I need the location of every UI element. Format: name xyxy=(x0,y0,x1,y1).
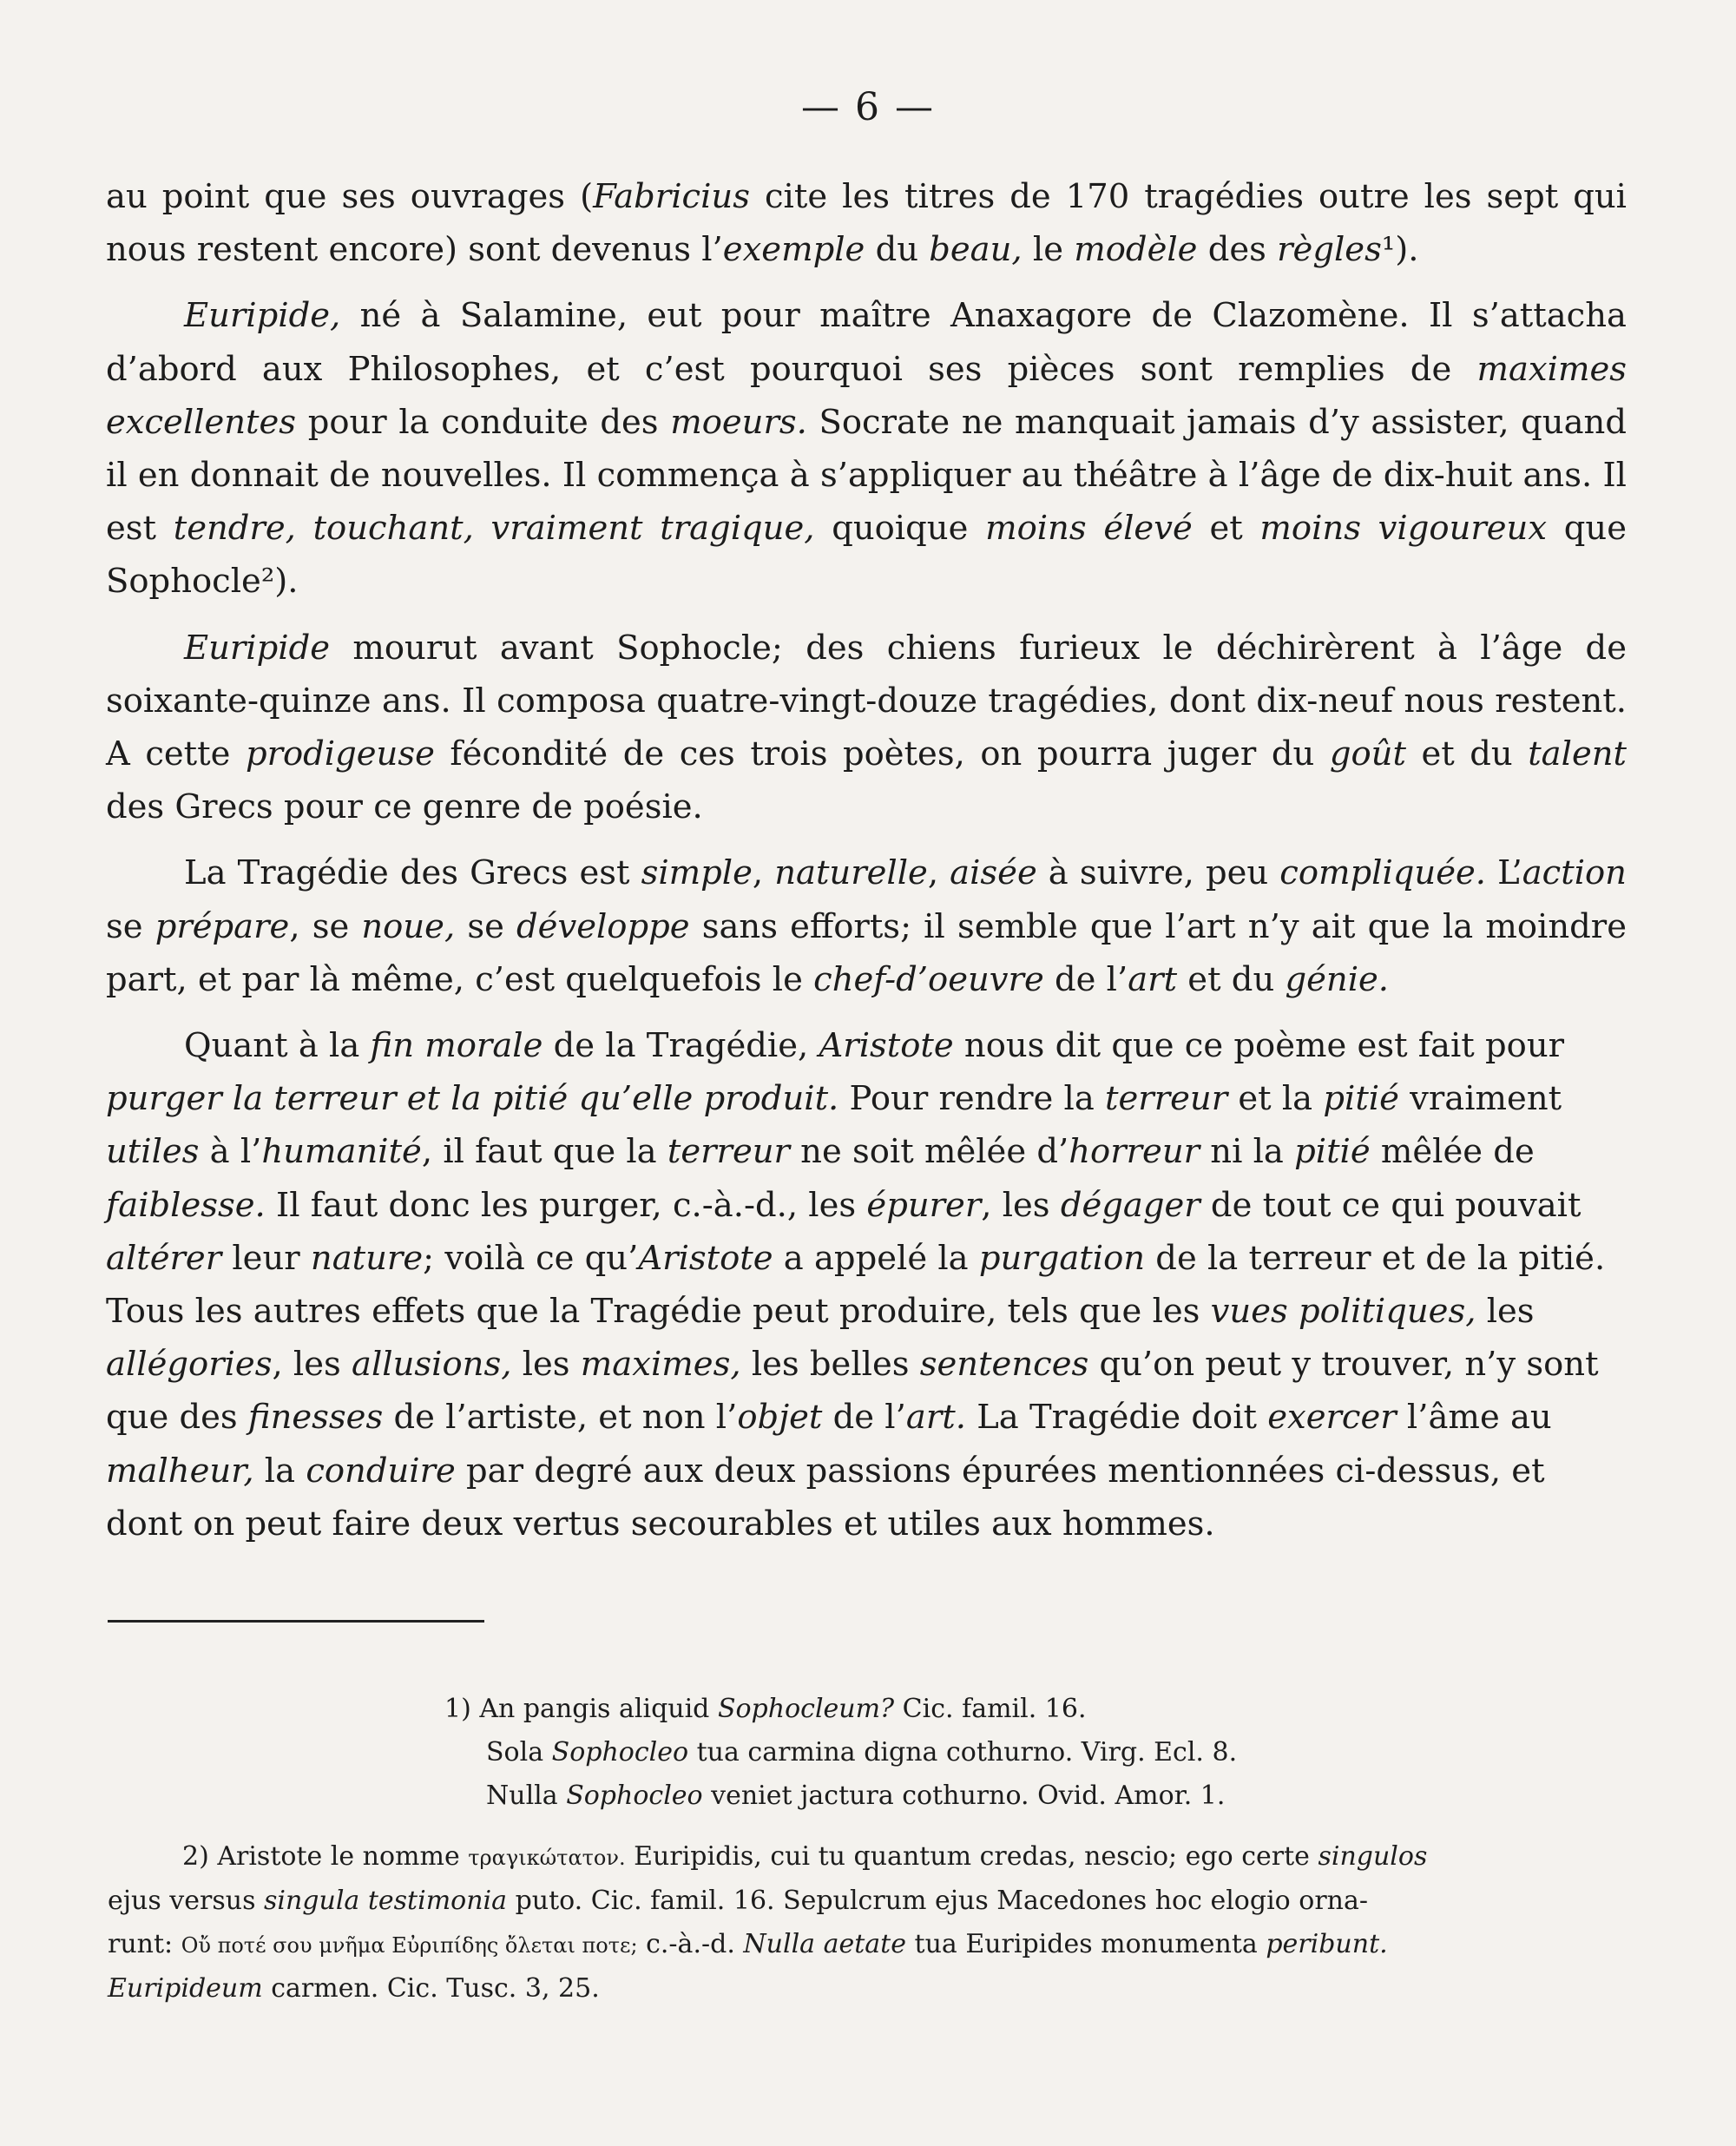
text-run: ni la xyxy=(1200,1132,1295,1172)
text-run: nous dit que ce poème est fait pour xyxy=(953,1026,1565,1066)
text-run: Pour rendre la xyxy=(838,1079,1106,1119)
italic-text: nature xyxy=(310,1238,424,1278)
text-run: , xyxy=(927,853,950,893)
text-run: veniet jactura cothurno. Ovid. Amor. 1. xyxy=(702,1781,1226,1811)
text-run: L’ xyxy=(1486,853,1522,893)
paragraph xyxy=(106,289,1627,608)
text-run: sans efforts; il semble que l’art n’y ait que la moindre part, et par là même, c’est quelquefois le xyxy=(106,906,1627,999)
text-run: le xyxy=(1022,230,1075,270)
italic-text: Fabricius xyxy=(593,177,750,216)
text-run: c.-à.-d. xyxy=(637,1929,744,1959)
italic-text: goût xyxy=(1329,734,1406,774)
italic-text: allusions, xyxy=(352,1345,512,1385)
text-run: , il faut que la xyxy=(421,1132,667,1172)
italic-text: pitié xyxy=(1294,1132,1371,1172)
footnote-line xyxy=(444,1774,1237,1818)
text-run: cite les titres de 170 tragédies outre les sept qui nous restent encore) sont devenus l’ xyxy=(106,177,1627,270)
italic-text: horreur xyxy=(1069,1132,1200,1172)
italic-text: sentences xyxy=(919,1345,1089,1385)
italic-text: pitié xyxy=(1323,1079,1399,1119)
text-run: de l’ xyxy=(1043,959,1128,999)
italic-text: moins élevé xyxy=(985,509,1193,549)
italic-text: Aristote xyxy=(638,1238,773,1278)
italic-text: exercer xyxy=(1267,1398,1397,1438)
text-run: mêlée de xyxy=(1370,1132,1535,1172)
page-number: — 6 — xyxy=(801,85,935,129)
body-text xyxy=(106,170,1627,1563)
text-run: que Sophocle²). xyxy=(106,509,1627,602)
text-run: , les xyxy=(981,1185,1061,1225)
text-run: qu’on peut y trouver, n’y sont que des xyxy=(106,1345,1599,1438)
text-run: du xyxy=(865,230,930,270)
paragraph xyxy=(106,1019,1627,1550)
italic-text: épurer xyxy=(866,1185,982,1225)
text-run: ne soit mêlée d’ xyxy=(789,1132,1069,1172)
greek-text: Οὔ ποτέ σου μνῆμα Εὐριπίδης ὄλεται ποτε; xyxy=(181,1933,638,1958)
italic-text: malheur, xyxy=(106,1451,254,1491)
text-run: de l’ xyxy=(822,1398,906,1438)
text-run: de tout ce qui pouvait xyxy=(1200,1185,1581,1225)
italic-text: dégager xyxy=(1060,1185,1200,1225)
italic-text: terreur xyxy=(1105,1079,1228,1119)
footnote-line xyxy=(444,1688,1237,1731)
italic-text: talent xyxy=(1528,734,1627,774)
italic-text: compliquée. xyxy=(1279,853,1487,893)
italic-text: moins vigoureux xyxy=(1259,509,1548,549)
footnote-line xyxy=(444,1731,1237,1774)
footnote-line xyxy=(108,1923,1627,1967)
italic-text: art xyxy=(1128,959,1178,999)
italic-text: simple xyxy=(641,853,753,893)
text-run: tua carmina digna cothurno. Virg. Ecl. 8. xyxy=(688,1737,1238,1767)
text-run: et du xyxy=(1177,959,1286,999)
text-run: à suivre, peu xyxy=(1036,853,1280,893)
italic-text: singulos xyxy=(1318,1841,1428,1872)
italic-text: fin morale xyxy=(370,1026,543,1066)
text-run: Quant à la xyxy=(184,1026,371,1066)
text-run: tua Euripides monumenta xyxy=(905,1929,1266,1959)
text-run: et du xyxy=(1405,734,1529,774)
text-run: a appelé la xyxy=(773,1238,979,1278)
text-run: 1) An pangis aliquid xyxy=(444,1694,718,1724)
text-run: et xyxy=(1192,509,1260,549)
text-run: , les xyxy=(272,1345,352,1385)
italic-text: Euripideum xyxy=(108,1973,263,2004)
text-run: et la xyxy=(1227,1079,1324,1119)
italic-text: allégories xyxy=(106,1345,273,1385)
text-run: puto. Cic. famil. 16. Sepulcrum ejus Macedones hoc elogio orna- xyxy=(507,1886,1369,1916)
italic-text: Nulla aetate xyxy=(743,1929,906,1959)
italic-text: développe xyxy=(516,906,690,946)
footnote-2 xyxy=(108,1835,1627,2011)
text-run: runt: xyxy=(108,1929,181,1959)
italic-text: génie. xyxy=(1285,959,1390,999)
text-run: au point que ses ouvrages ( xyxy=(106,177,594,216)
text-run: Cic. famil. 16. xyxy=(894,1694,1087,1724)
text-run: les belles xyxy=(740,1345,920,1385)
italic-text: chef-d’oeuvre xyxy=(813,959,1044,999)
text-run: par degré aux deux passions épurées mentionnées ci-dessus, et dont on peut faire deux vertus secourables et utiles aux hommes. xyxy=(106,1451,1545,1544)
greek-text: τραγικώτατον. xyxy=(468,1846,626,1870)
footnote-line xyxy=(108,1835,1627,1879)
text-run: quoique xyxy=(814,509,986,549)
text-run: ; voilà ce qu’ xyxy=(423,1238,639,1278)
italic-text: humanité xyxy=(261,1132,422,1172)
italic-text: tendre, touchant, vraiment tragique, xyxy=(173,509,815,549)
text-run: 2) Aristote le nomme xyxy=(182,1841,469,1872)
text-run: Nulla xyxy=(486,1781,567,1811)
italic-text: règles xyxy=(1277,230,1382,270)
italic-text: singula testimonia xyxy=(264,1886,508,1916)
italic-text: Euripide xyxy=(184,628,331,668)
italic-text: utiles xyxy=(106,1132,200,1172)
italic-text: exemple xyxy=(722,230,865,270)
text-run: de la terreur et de la pitié. Tous les autres effets que la Tragédie peut produire, tels que les xyxy=(106,1238,1606,1332)
text-run: l’âme au xyxy=(1396,1398,1552,1438)
italic-text: Sophocleo xyxy=(551,1737,689,1767)
text-run: Sola xyxy=(486,1737,552,1767)
text-run: ¹). xyxy=(1381,230,1419,270)
text-run: de la Tragédie, xyxy=(542,1026,819,1066)
italic-text: beau, xyxy=(929,230,1023,270)
italic-text: conduire xyxy=(306,1451,456,1491)
paragraph xyxy=(106,170,1627,276)
text-run: les xyxy=(1476,1292,1535,1332)
text-run: des Grecs pour ce genre de poésie. xyxy=(106,787,703,827)
text-run: pour la conduite des xyxy=(296,402,671,442)
italic-text: objet xyxy=(737,1398,823,1438)
italic-text: naturelle xyxy=(774,853,928,893)
text-run: des xyxy=(1197,230,1278,270)
italic-text: altérer xyxy=(106,1238,222,1278)
text-run: mourut avant Sophocle; des chiens furieux le déchirèrent à l’âge de soixante-quinze ans. Il composa quatre-vingt-douze tragédies, dont dix-neuf nous restent. A cette xyxy=(106,628,1627,774)
text-run: à l’ xyxy=(199,1132,262,1172)
paragraph xyxy=(106,622,1627,834)
text-run: les xyxy=(511,1345,581,1385)
italic-text: art. xyxy=(905,1398,966,1438)
italic-text: Sophocleum? xyxy=(717,1694,895,1724)
italic-text: maximes, xyxy=(580,1345,741,1385)
italic-text: prépare xyxy=(155,906,290,946)
text-run: leur xyxy=(221,1238,311,1278)
text-run: la xyxy=(253,1451,306,1491)
italic-text: prodigeuse xyxy=(245,734,435,774)
text-run: fécondité de ces trois poètes, on pourra juger du xyxy=(434,734,1330,774)
italic-text: peribunt. xyxy=(1266,1929,1388,1959)
paragraph xyxy=(106,846,1627,1006)
text-run: se xyxy=(106,906,155,946)
text-run: La Tragédie doit xyxy=(965,1398,1268,1438)
italic-text: noue, xyxy=(361,906,456,946)
italic-text: purger la terreur et la pitié qu’elle produit. xyxy=(106,1079,839,1119)
text-run: de l’artiste, et non l’ xyxy=(383,1398,738,1438)
text-run: ejus versus xyxy=(108,1886,264,1916)
text-run: carmen. Cic. Tusc. 3, 25. xyxy=(262,1973,600,2004)
footnote-rule xyxy=(108,1620,484,1623)
italic-text: Euripide, xyxy=(184,296,341,336)
italic-text: maximes excellentes xyxy=(106,349,1627,442)
italic-text: Sophocleo xyxy=(566,1781,703,1811)
text-run: La Tragédie des Grecs est xyxy=(184,853,641,893)
text-run: né à Salamine, eut pour maître Anaxagore de Clazomène. Il s’attacha d’abord aux Philosophes, et c’est pourquoi ses pièces sont remplies de xyxy=(106,296,1627,389)
text-run: vraiment xyxy=(1398,1079,1562,1119)
text-run: se xyxy=(455,906,517,946)
text-run: , se xyxy=(289,906,362,946)
italic-text: terreur xyxy=(667,1132,790,1172)
italic-text: aisée xyxy=(950,853,1037,893)
italic-text: Aristote xyxy=(819,1026,954,1066)
footnote-line xyxy=(108,1967,1627,2011)
italic-text: moeurs. xyxy=(670,402,807,442)
footnote-line xyxy=(108,1879,1627,1923)
italic-text: faiblesse. xyxy=(106,1185,266,1225)
italic-text: action xyxy=(1522,853,1627,893)
text-run: , xyxy=(752,853,775,893)
footnote-1 xyxy=(444,1688,1237,1818)
italic-text: finesses xyxy=(247,1398,384,1438)
text-run: Socrate ne manquait jamais d’y assister, quand il en donnait de nouvelles. Il commença à s’appliquer au théâtre à l’âge de dix-huit ans. Il est xyxy=(106,402,1628,549)
italic-text: vues politiques, xyxy=(1210,1292,1476,1332)
text-run: Euripidis, cui tu quantum credas, nescio; ego certe xyxy=(625,1841,1318,1872)
text-run: Il faut donc les purger, c.-à.-d., les xyxy=(265,1185,867,1225)
italic-text: purgation xyxy=(978,1238,1146,1278)
italic-text: modèle xyxy=(1074,230,1198,270)
